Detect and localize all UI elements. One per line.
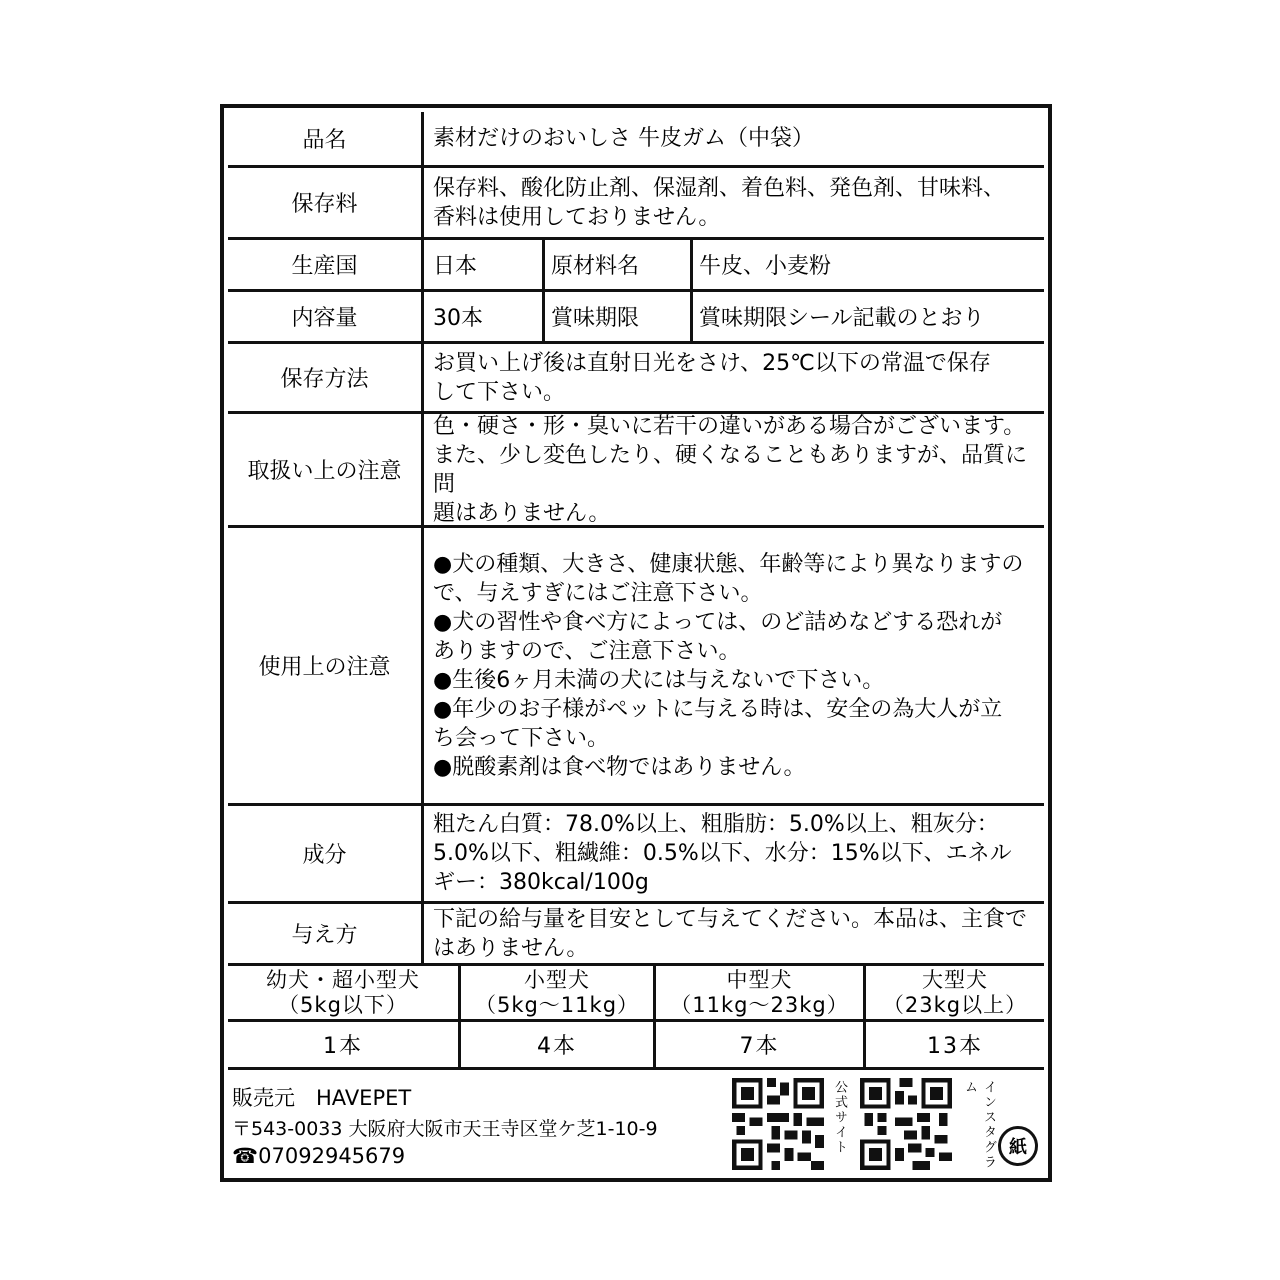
text-line: また、少し変色したり、硬くなることもありますが、品質に問 [433, 442, 1028, 497]
row-contents [228, 292, 1044, 344]
row-product-name [228, 112, 1044, 168]
row-value [427, 414, 1044, 525]
row-header: 生産国 [228, 240, 424, 289]
text-line: ち会って下さい。 [433, 725, 610, 751]
text-line: ありますので、ご注意下さい。 [433, 638, 741, 664]
feeding-amount: 4本 [537, 1034, 577, 1059]
expiry-value: 賞味期限シール記載のとおり [699, 306, 985, 331]
row-value [427, 528, 1044, 803]
row-value [427, 806, 1044, 901]
ingredients-value: 牛皮、小麦粉 [699, 254, 832, 279]
dog-size-header [656, 966, 863, 1022]
row-value [427, 112, 1044, 165]
dog-weight: （23kg以上） [882, 993, 1028, 1017]
instagram-caption: インスタグラム [962, 1080, 996, 1170]
feeding-amount: 1本 [323, 1034, 363, 1059]
origin-value: 日本 [427, 240, 545, 289]
expiry-label: 賞味期限 [545, 292, 693, 341]
text-line: 粗たん白質：78.0%以上、粗脂肪：5.0%以上、粗灰分： [433, 812, 999, 837]
row-header: 内容量 [228, 292, 424, 341]
dog-size-header [866, 966, 1044, 1022]
dog-size-header [228, 966, 458, 1022]
row-header: 成分 [228, 806, 424, 901]
text-line: 5.0%以下、粗繊維：0.5%以下、水分：15%以下、エネル [433, 841, 1012, 866]
text-line: 香料は使用しておりません。 [433, 204, 721, 230]
text-line: ギー：380kcal/100g [433, 870, 649, 895]
text-line: 保存料、酸化防止剤、保湿剤、着色料、発色剤、甘味料、 [433, 175, 1006, 201]
seller-phone: ☎07092945679 [232, 1144, 406, 1168]
dog-size: 大型犬 [922, 968, 988, 992]
row-header: 保存方法 [228, 344, 424, 411]
row-storage [228, 344, 1044, 414]
row-feeding [228, 904, 1044, 966]
feeding-column [461, 966, 656, 1067]
feeding-amount-table [228, 966, 1044, 1070]
feeding-amount: 7本 [739, 1034, 780, 1059]
dog-weight: （11kg〜23kg） [670, 993, 849, 1017]
dog-weight: （5kg以下） [278, 993, 408, 1017]
row-value [427, 168, 1044, 237]
text-line: お買い上げ後は直射日光をさけ、25℃以下の常温で保存 [433, 350, 991, 376]
ingredients-label: 原材料名 [545, 240, 693, 289]
text-line: ●脱酸素剤は食べ物ではありません。 [433, 754, 806, 780]
paper-recycle-mark-icon: 紙 [998, 1126, 1038, 1166]
feeding-amount: 13本 [927, 1034, 983, 1059]
row-value [427, 904, 1044, 963]
row-header: 取扱い上の注意 [228, 414, 424, 525]
dog-size-header [461, 966, 653, 1022]
dog-size: 幼犬・超小型犬 [266, 968, 420, 992]
seller-address: 〒543-0033 大阪府大阪市天王寺区堂ケ芝1-10-9 [232, 1118, 658, 1140]
official-site-caption: 公式サイト [832, 1080, 847, 1155]
row-usage [228, 528, 1044, 806]
text-line: して下さい。 [433, 379, 566, 405]
product-label [220, 104, 1052, 1182]
dog-size: 中型犬 [726, 968, 793, 992]
row-origin [228, 240, 1044, 292]
row-value [427, 344, 1044, 411]
text-line: ●犬の種類、大きさ、健康状態、年齢等により異なりますの [433, 551, 1024, 577]
text-line: はありません。 [433, 935, 589, 961]
text-line: ●生後6ヶ月未満の犬には与えないで下さい。 [433, 667, 885, 693]
text-line: で、与えすぎにはご注意下さい。 [433, 580, 763, 606]
row-handling [228, 414, 1044, 528]
product-name-text: 素材だけのおいしさ 牛皮ガム（中袋） [433, 126, 814, 151]
dog-weight: （5kg〜11kg） [474, 993, 640, 1017]
feeding-column [228, 966, 461, 1067]
row-header: 使用上の注意 [228, 528, 424, 803]
row-header: 与え方 [228, 904, 424, 963]
text-line: ●年少のお子様がペットに与える時は、安全の為大人が立 [433, 696, 1003, 722]
text-line: 下記の給与量を目安として与えてください。本品は、主食で [433, 906, 1028, 932]
text-line: ●犬の習性や食べ方によっては、のど詰めなどする恐れが [433, 609, 1003, 635]
row-preservatives [228, 168, 1044, 240]
feeding-column [656, 966, 866, 1067]
official-site-qr-code[interactable] [732, 1078, 824, 1170]
text-line: 色・硬さ・形・臭いに若干の違いがある場合がございます。 [433, 413, 1026, 439]
instagram-qr-code[interactable] [860, 1078, 952, 1170]
text-line: 題はありません。 [433, 500, 611, 526]
feeding-column [866, 966, 1044, 1067]
seller-name: 販売元 HAVEPET [232, 1086, 412, 1110]
row-header: 品名 [228, 112, 424, 165]
contents-value: 30本 [427, 292, 545, 341]
row-composition [228, 806, 1044, 904]
row-header: 保存料 [228, 168, 424, 237]
dog-size: 小型犬 [524, 968, 590, 992]
